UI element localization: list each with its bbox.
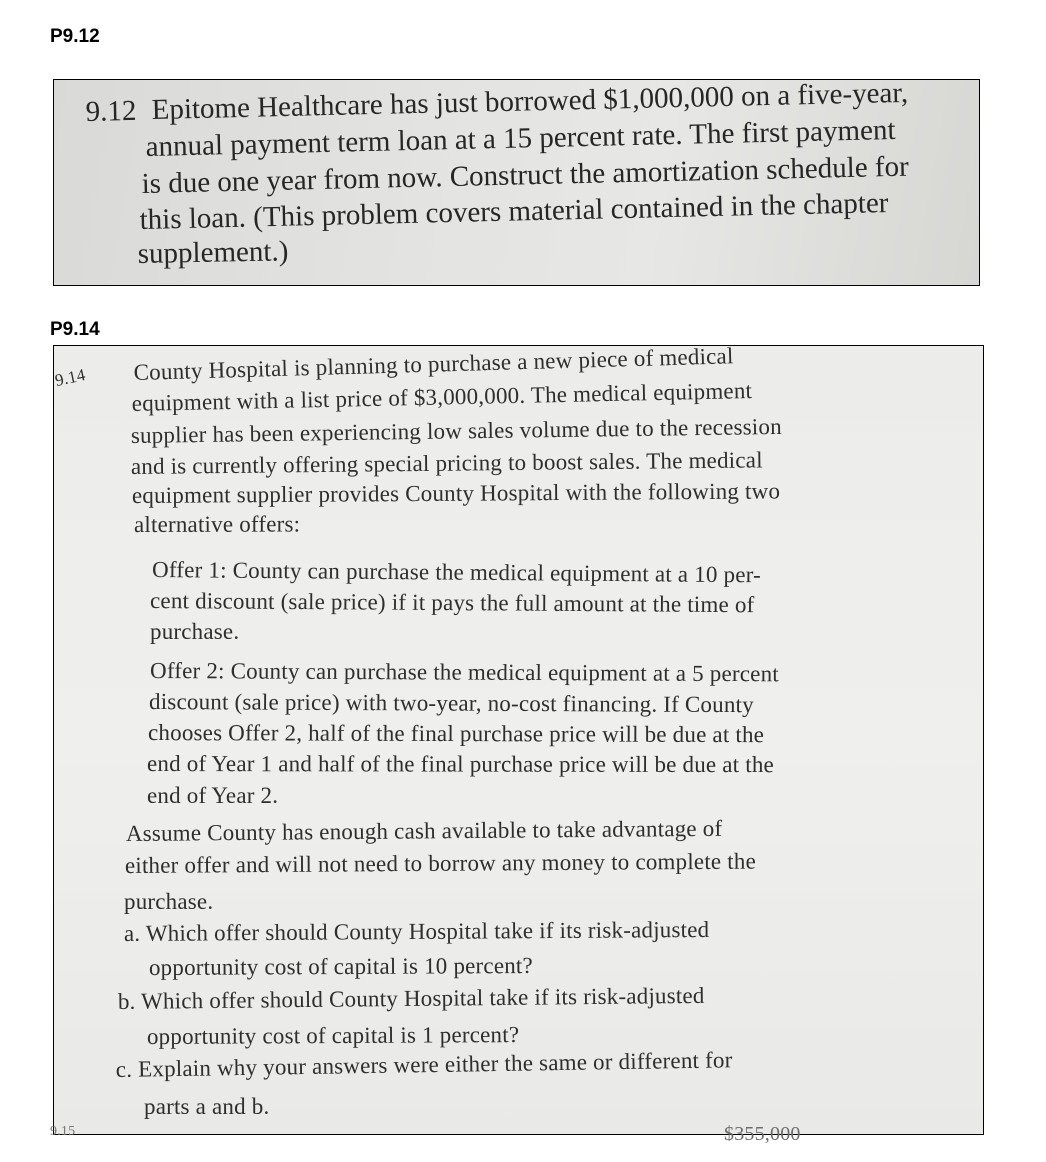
assumption-line: Assume County has enough cash available to take advantage of: [125, 815, 723, 846]
problem-number: 9.14: [53, 365, 88, 390]
assumption-line: purchase.: [124, 889, 214, 914]
offer-1-line: cent discount (sale price) if it pays the full amount at the time of: [149, 588, 755, 618]
intro-line: equipment with a list price of $3,000,000. The medical equipment: [131, 378, 753, 416]
question-c-line: parts a and b.: [144, 1094, 270, 1119]
heading-p9-12: P9.12: [50, 26, 100, 47]
assumption-line: either offer and will not need to borrow any money to complete the: [124, 848, 757, 878]
offer-2-line: chooses Offer 2, half of the final purchase price will be due at the: [147, 720, 765, 748]
question-c-line: c. Explain why your answers were either the same or different for: [115, 1047, 733, 1082]
problem-9-14-photo: [50, 343, 984, 1145]
problem-text-line: Epitome Healthcare has just borrowed $1,000,000 on a five-year,: [151, 76, 909, 126]
problem-text-line: this loan. (This problem covers material contained in the chapter: [139, 187, 889, 236]
intro-line: equipment supplier provides County Hospital with the following two: [131, 478, 781, 508]
offer-2-line: discount (sale price) with two-year, no-cost financing. If County: [148, 689, 754, 718]
intro-line: alternative offers:: [133, 511, 301, 537]
question-a-line: opportunity cost of capital is 10 percent?: [148, 952, 533, 980]
question-a-line: a. Which offer should County Hospital take if its risk-adjusted: [123, 916, 710, 946]
offer-2-line: end of Year 2.: [147, 783, 279, 808]
problem-9-12-photo: [53, 76, 980, 286]
heading-p9-14: P9.14: [50, 319, 100, 340]
problem-number: 9.12: [85, 94, 137, 128]
offer-2-line: end of Year 1 and half of the final purchase price will be due at the: [146, 751, 774, 778]
offer-1-line: purchase.: [150, 619, 240, 644]
intro-line: and is currently offering special pricing to boost sales. The medical: [130, 447, 763, 479]
offer-2-line: Offer 2: County can purchase the medical equipment at a 5 percent: [149, 658, 779, 687]
question-b-line: b. Which offer should County Hospital take if its risk-adjusted: [117, 982, 705, 1014]
offer-1-line: Offer 1: County can purchase the medical equipment at a 10 per-: [151, 557, 762, 588]
intro-line: County Hospital is planning to purchase a new piece of medical: [133, 343, 734, 385]
cutoff-amount: $355,000: [724, 1123, 801, 1145]
problem-text-line: is due one year from now. Construct the amortization schedule for: [141, 150, 910, 200]
cutoff-problem-number: 9.15: [50, 1124, 76, 1139]
question-b-line: opportunity cost of capital is 1 percent?: [146, 1022, 520, 1049]
problem-text-line: supplement.): [137, 235, 289, 270]
problem-text-line: annual payment term loan at a 15 percent rate. The first payment: [145, 113, 896, 163]
intro-line: supplier has been experiencing low sales volume due to the recession: [130, 413, 782, 448]
